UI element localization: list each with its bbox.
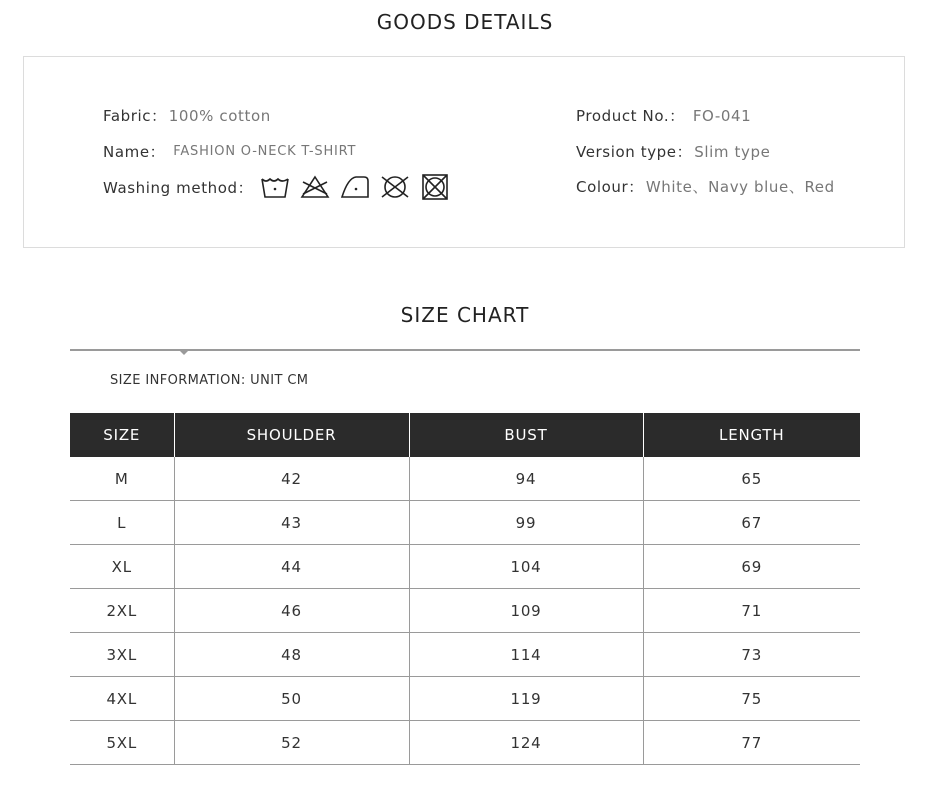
cell-shoulder: 50 <box>174 677 409 721</box>
name-value: FASHION O-NECK T-SHIRT <box>173 144 357 159</box>
cell-shoulder: 52 <box>174 721 409 765</box>
colour-row <box>576 176 835 197</box>
header-shoulder: SHOULDER <box>174 413 409 457</box>
goods-details-title: GOODS DETAILS <box>376 10 554 34</box>
do-not-bleach-icon <box>299 173 331 201</box>
version-row <box>576 141 770 162</box>
name-row <box>103 141 356 162</box>
cell-size: 2XL <box>70 589 174 633</box>
name-label: Name： <box>103 143 166 161</box>
cell-length: 71 <box>643 589 860 633</box>
product-no-value: FO-041 <box>692 106 752 125</box>
cell-bust: 99 <box>409 501 643 545</box>
cell-size: L <box>70 501 174 545</box>
cell-shoulder: 44 <box>174 545 409 589</box>
table-row <box>70 677 860 721</box>
colour-label: Colour： <box>576 178 644 196</box>
cell-length: 77 <box>643 721 860 765</box>
cell-size: 5XL <box>70 721 174 765</box>
product-no-row <box>576 105 751 126</box>
version-value: Slim type <box>694 142 771 161</box>
cell-bust: 94 <box>409 457 643 501</box>
header-bust: BUST <box>409 413 643 457</box>
table-row <box>70 545 860 589</box>
cell-bust: 119 <box>409 677 643 721</box>
size-table-header <box>70 413 860 457</box>
cell-shoulder: 46 <box>174 589 409 633</box>
cell-bust: 109 <box>409 589 643 633</box>
cell-size: 3XL <box>70 633 174 677</box>
table-row <box>70 501 860 545</box>
cell-shoulder: 43 <box>174 501 409 545</box>
header-size: SIZE <box>70 413 174 457</box>
divider-pointer <box>179 350 189 355</box>
size-unit-note: SIZE INFORMATION: UNIT CM <box>110 373 309 388</box>
size-chart-title: SIZE CHART <box>400 303 530 327</box>
iron-low-heat-icon <box>339 173 371 201</box>
table-row <box>70 721 860 765</box>
washing-row <box>103 173 459 201</box>
cell-size: XL <box>70 545 174 589</box>
table-row <box>70 589 860 633</box>
fabric-label: Fabric： <box>103 107 167 125</box>
hand-wash-icon <box>259 173 291 201</box>
cell-shoulder: 48 <box>174 633 409 677</box>
do-not-dry-clean-icon <box>379 173 411 201</box>
table-row <box>70 457 860 501</box>
cell-bust: 114 <box>409 633 643 677</box>
size-table <box>70 413 860 765</box>
cell-length: 73 <box>643 633 860 677</box>
cell-bust: 104 <box>409 545 643 589</box>
cell-length: 65 <box>643 457 860 501</box>
product-no-label: Product No.： <box>576 107 685 125</box>
cell-shoulder: 42 <box>174 457 409 501</box>
washing-icons <box>259 173 459 201</box>
header-length: LENGTH <box>643 413 860 457</box>
cell-length: 75 <box>643 677 860 721</box>
do-not-tumble-dry-icon <box>419 173 451 201</box>
cell-length: 67 <box>643 501 860 545</box>
fabric-row <box>103 105 271 126</box>
cell-size: 4XL <box>70 677 174 721</box>
goods-details-box <box>23 56 905 248</box>
cell-size: M <box>70 457 174 501</box>
cell-length: 69 <box>643 545 860 589</box>
version-label: Version type： <box>576 143 693 161</box>
fabric-value: 100% cotton <box>168 106 271 125</box>
cell-bust: 124 <box>409 721 643 765</box>
washing-label: Washing method： <box>103 178 254 197</box>
colour-value: White、Navy blue、Red <box>645 178 835 196</box>
table-row <box>70 633 860 677</box>
